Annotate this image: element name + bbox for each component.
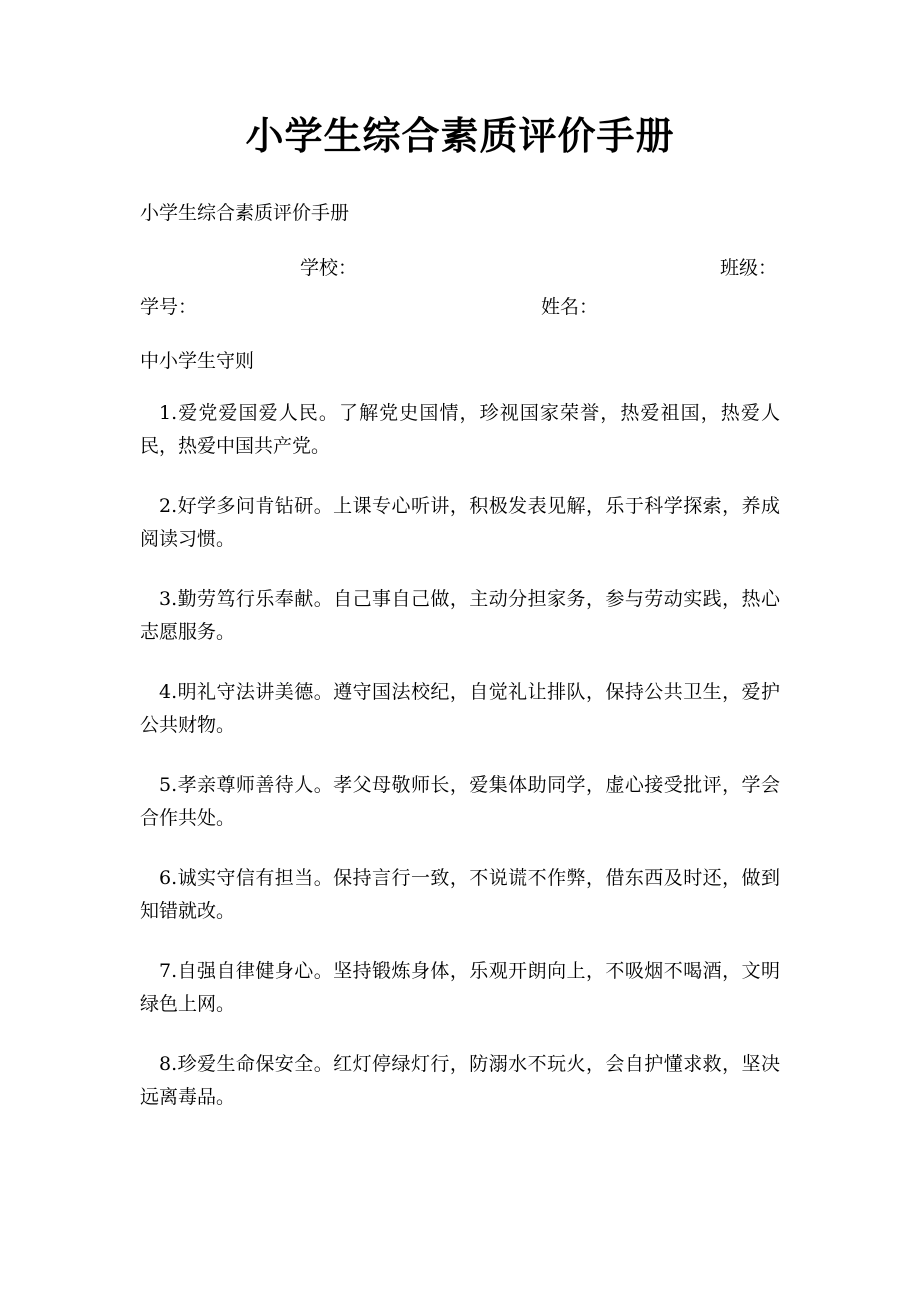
student-id-field-label: 学号： <box>140 296 198 318</box>
rule-item: 2.好学多问肯钻研。上课专心听讲，积极发表见解，乐于科学探索，养成阅读习惯。 <box>140 495 780 550</box>
rules-list <box>140 397 780 1141</box>
rule-item: 8.珍爱生命保安全。红灯停绿灯行，防溺水不玩火，会自护懂求救，坚决远离毒品。 <box>140 1053 780 1108</box>
rule-item: 6.诚实守信有担当。保持言行一致，不说谎不作弊，借东西及时还，做到知错就改。 <box>140 867 780 922</box>
rules-heading: 中小学生守则 <box>140 350 255 372</box>
rule-item: 4.明礼守法讲美德。遵守国法校纪，自觉礼让排队，保持公共卫生，爱护公共财物。 <box>140 681 780 736</box>
rule-item: 7.自强自律健身心。坚持锻炼身体，乐观开朗向上，不吸烟不喝酒，文明绿色上网。 <box>140 960 780 1015</box>
class-field-label: 班级： <box>720 257 778 279</box>
rule-item: 3.勤劳笃行乐奉献。自己事自己做，主动分担家务，参与劳动实践，热心志愿服务。 <box>140 588 780 643</box>
name-field-label: 姓名： <box>541 296 599 318</box>
rule-item: 5.孝亲尊师善待人。孝父母敬师长，爱集体助同学，虚心接受批评，学会合作共处。 <box>140 774 780 829</box>
document-title: 小学生综合素质评价手册 <box>245 113 675 158</box>
school-field-label: 学校： <box>300 257 358 279</box>
rule-item: 1.爱党爱国爱人民。了解党史国情，珍视国家荣誉，热爱祖国，热爱人民，热爱中国共产党。 <box>140 402 780 457</box>
document-subtitle: 小学生综合素质评价手册 <box>140 202 350 224</box>
